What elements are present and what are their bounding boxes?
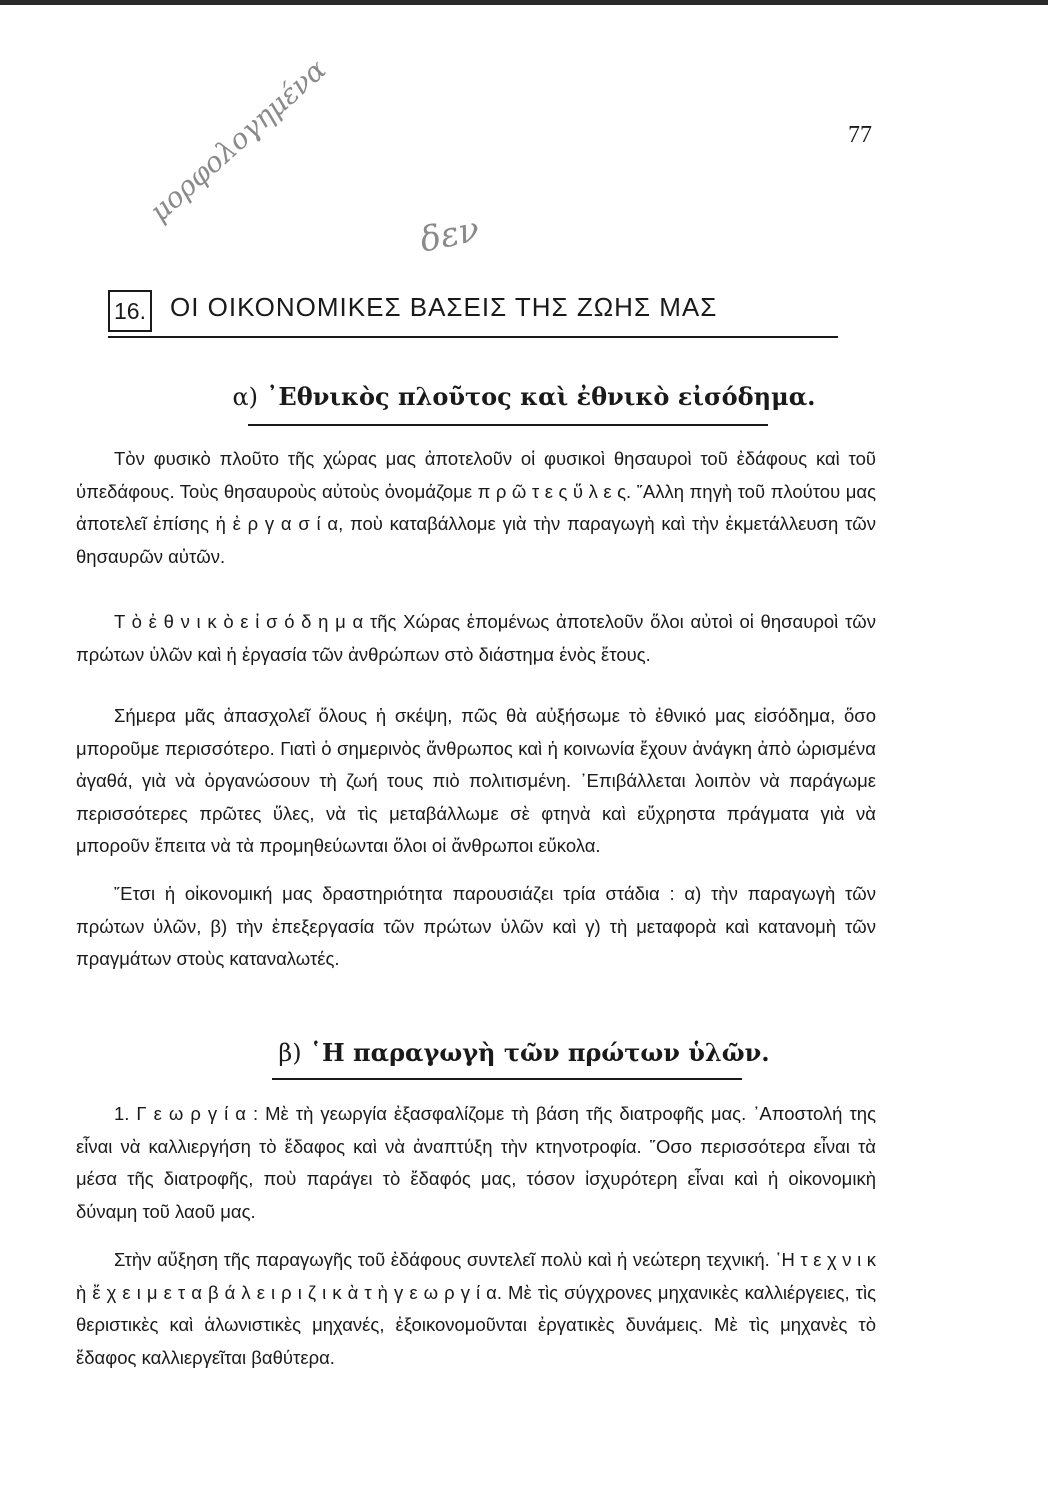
paragraph: Σήμερα μᾶς ἀπασχολεῖ ὅλους ἡ σκέψη, πῶς θὰ αὐξήσωμε τὸ ἐθνικό μας εἰσόδημα, ὅσο μποροῦμε περισσότερο. Γιατὶ ὁ σημερινὸς ἄνθρωπος καὶ ἡ κοινωνία ἔχουν ἀνάγκη ἀπὸ ὡρισμένα ἀγαθά, γιὰ νὰ ὀργανώσουν τὴ ζωή τους πιὸ πολιτισμένη. ᾿Επιβάλλεται λοιπὸν νὰ παράγωμε περισσότερες πρῶτες ὕλες, νὰ τὶς μεταβάλλωμε σὲ φτηνὰ καὶ εὔχρηστα πράγματα γιὰ νὰ μποροῦν ἔπειτα νὰ τὰ προμηθεύωνται ὅλοι οἱ ἄνθρωποι εὔκολα. xyxy=(76,705,876,856)
section-label: α) xyxy=(232,383,259,411)
paragraph: Στὴν αὔξηση τῆς παραγωγῆς τοῦ ἐδάφους συντελεῖ πολὺ καὶ ἡ νεώτερη τεχνική. ῾Η τ ε χ ν ι κ ὴ ἔ χ ε ι μ ε τ α β ά λ ε ι ρ ι ζ ι κ ὰ τ ὴ γ ε ω ρ γ ί α. Μὲ τὶς σύγχρονες μηχανικὲς καλλιέργειες, τὶς θεριστικὲς καὶ ἁλωνιστικὲς μηχανές, ἐξοικονομοῦνται ἐργατικὲς δυνάμεις. Μὲ τὶς μηχανὲς τὸ ἔδαφος καλλιεργεῖται βαθύτερα. xyxy=(76,1249,876,1368)
section-title: ᾿Εθνικὸς πλοῦτος καὶ ἐθνικὸ εἰσόδημα. xyxy=(266,382,816,411)
chapter-number-box: 16. xyxy=(108,290,152,332)
paragraph: Τ ὸ ἐ θ ν ι κ ὸ ε ἰ σ ό δ η μ α τῆς Χώρας ἑπομένως ἀποτελοῦν ὅλοι αὐτοὶ οἱ θησαυροὶ τῶν πρώτων ὑλῶν καὶ ἡ ἐργασία τῶν ἀνθρώπων στὸ διάστημα ἑνὸς ἔτους. xyxy=(76,611,876,665)
section-heading xyxy=(0,1038,1048,1067)
section-label: β) xyxy=(278,1039,302,1067)
section-underline xyxy=(272,1078,742,1080)
section-heading xyxy=(0,382,1048,411)
chapter-underline xyxy=(108,336,838,338)
paragraph: Τὸν φυσικὸ πλοῦτο τῆς χώρας μας ἀποτελοῦν οἱ φυσικοὶ θησαυροὶ τοῦ ἐδάφους καὶ τοῦ ὑπεδάφους. Τοὺς θησαυροὺς αὐτοὺς ὀνομάζομε π ρ ῶ τ ε ς ὕ λ ε ς. ῎Αλλη πηγὴ τοῦ πλούτου μας ἀποτελεῖ ἐπίσης ἡ ἐ ρ γ α σ ί α, ποὺ καταβάλλομε γιὰ τὴν παραγωγὴ καὶ τὴν ἐκμετάλλευση τῶν θησαυρῶν αὐτῶν. xyxy=(76,448,876,567)
paragraph: 1. Γ ε ω ρ γ ί α : Μὲ τὴ γεωργία ἐξασφαλίζομε τὴ βάση τῆς διατροφῆς μας. ᾿Αποστολή της εἶναι νὰ καλλιεργήση τὸ ἔδαφος καὶ νὰ ἀναπτύξη τὴν κτηνοτροφία. ῞Οσο περισσότερα εἶναι τὰ μέσα τῆς διατροφῆς, ποὺ παράγει τὸ ἔδαφός μας, τόσον ἰσχυρότερη εἶναι καὶ ἡ οἰκονομικὴ δύναμη τοῦ λαοῦ μας. xyxy=(76,1103,876,1222)
page-number: 77 xyxy=(848,122,872,148)
paragraph: ῎Ετσι ἡ οἰκονομική μας δραστηριότητα παρουσιάζει τρία στάδια : α) τὴν παραγωγὴ τῶν πρώτων ὑλῶν, β) τὴν ἐπεξεργασία τῶν πρώτων ὑλῶν καὶ γ) τὴ μεταφορὰ καὶ κατανομὴ τῶν πραγμάτων στοὺς καταναλωτές. xyxy=(76,883,876,969)
section-underline xyxy=(248,424,768,426)
handwritten-note: μορφολογημένα xyxy=(142,52,333,229)
section-title: ῾Η παραγωγὴ τῶν πρώτων ὑλῶν. xyxy=(310,1038,770,1067)
chapter-title: ΟΙ ΟΙΚΟΝΟΜΙΚΕΣ ΒΑΣΕΙΣ ΤΗΣ ΖΩΗΣ ΜΑΣ xyxy=(170,292,718,322)
chapter-heading xyxy=(108,290,838,340)
handwritten-note: δεν xyxy=(416,209,483,261)
top-edge-rule xyxy=(0,0,1048,5)
